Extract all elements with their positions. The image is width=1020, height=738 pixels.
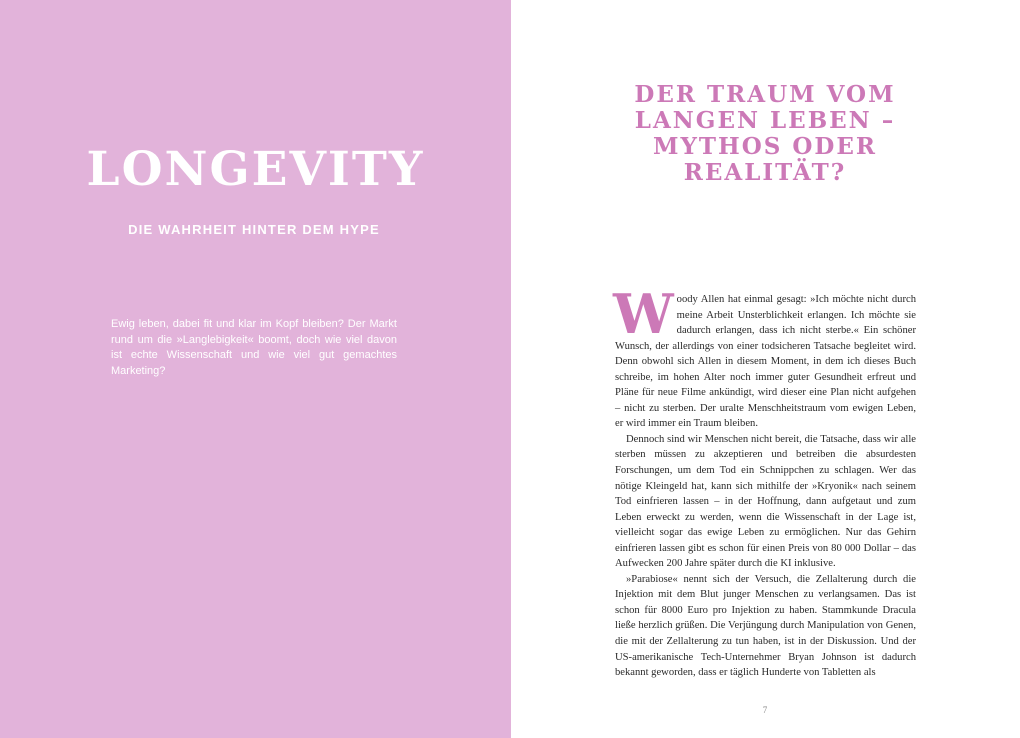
paragraph-2: Dennoch sind wir Menschen nicht bereit, die Tatsache, dass wir alle sterben müssen zu akzeptieren und betreiben die absurdesten Forschungen, um dem Tod ein Schnippchen zu schlagen. Wer das nötige Kleingeld hat, kann sich mithilfe der »Kryonik« nach seinem Tod einfrieren lassen – in der Hoffnung, dann aufgetaut und zum Leben erweckt zu werden, wenn die Wissenschaft in der Lage ist, vielleicht sogar das ewige Leben zu ermöglichen. Nur das Gehirn einfrieren lassen gibt es schon für einen Preis von 80 000 Dollar – das Aufwecken 200 Jahre später durch die KI inklusive. xyxy=(615,433,916,570)
book-title: LONGEVITY xyxy=(86,142,425,197)
chapter-title-line: REALITÄT? xyxy=(683,159,847,186)
paragraph-1 xyxy=(613,282,916,432)
chapter-title xyxy=(620,82,910,186)
body-text xyxy=(613,282,916,681)
chapter-title-line: LANGEN LEBEN – xyxy=(634,107,896,134)
paragraph-3: »Parabiose« nennt sich der Versuch, die Zellalterung durch die Injektion mit dem Blut junger Menschen zu verlangsamen. Das ist schon für 8000 Euro pro Injektion zu haben. Stammkunde Dracula ließe herzlich grüßen. Die Verjüngung durch Manipulation von Genen, die mit der Zellalterung zu tun haben, ist in der Diskussion. Und der US-amerikanische Tech-Unternehmer Bryan Johnson ist dadurch bekannt geworden, dass er täglich Hunderte von Tabletten als xyxy=(615,573,916,679)
chapter-title-line: DER TRAUM VOM xyxy=(634,81,896,108)
paragraph-1-text: oody Allen hat einmal gesagt: »Ich möchte nicht durch meine Arbeit Unsterblichkeit erlangen. Ich möchte sie dadurch erlangen, dass ich nicht sterbe.« Ein schöner Wunsch, der allerdings von einer todsicheren Tatsache begleitet wird. Denn obwohl sich Allen in diesem Moment, in dem ich dieses Buch schreibe, im hohen Alter noch immer guter Gesundheit erfreut und Pläne für neue Filme ankündigt, wird dieser eine Plan nicht aufgehen – nicht zu sterben. Der uralte Menschheitstraum vom ewigen Leben, er wird immer ein Traum bleiben. xyxy=(615,294,916,430)
teaser-text: Ewig leben, dabei fit und klar im Kopf bleiben? Der Markt rund um die »Langlebigkeit« boomt, doch wie viel davon ist echte Wissenschaft und wie viel gut gemachtes Marketing? xyxy=(111,318,397,377)
drop-cap: W xyxy=(613,282,674,346)
chapter-title-line: MYTHOS ODER xyxy=(652,133,877,160)
page-number: 7 xyxy=(762,705,768,715)
book-subtitle: DIE WAHRHEIT HINTER DEM HYPE xyxy=(128,222,380,237)
